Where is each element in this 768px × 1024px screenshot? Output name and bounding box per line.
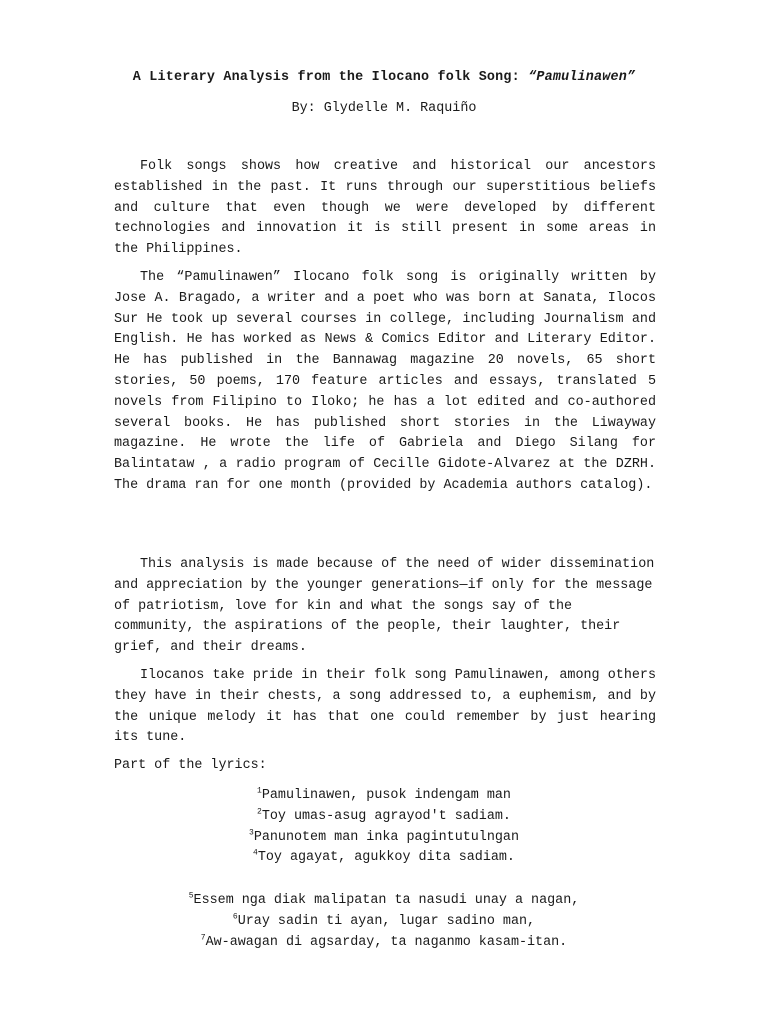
lyric-line [0,786,768,807]
line-number: 1 [257,786,262,796]
lyric-line [0,848,768,869]
lyric-text: Pamulinawen, pusok indengam man [261,788,511,803]
line-number: 2 [257,807,262,817]
title-main: A Literary Analysis from the Ilocano folk Song: [132,70,529,85]
line-number: 5 [188,891,194,901]
lyric-text: Uray sadin ti ayan, lugar sadino man, [237,913,536,929]
line-number: 3 [249,828,254,838]
line-number: 6 [232,912,238,922]
line-number: 7 [200,933,206,943]
lyric-line [0,912,768,933]
lyric-line [0,807,768,828]
lyric-text: Essem nga diak malipatan ta nasudi unay a nagan, [193,893,580,908]
paragraph-author-bio: The “Pamulinawen” Ilocano folk song is originally written by Jose A. Bragado, a writer and a poet who was born at Sanata, Ilocos Sur He took up several courses in college, including Journalism and English. He has worked as News & Comics Editor and Literary Editor. He has published in the Bannawag magazine 20 novels, 65 short stories, 50 poems, 170 feature articles and essays, translated 5 novels from Filipino to Iloko; he has a lot edited and co-authored several books. He has published short stories in the Liwayway magazine. He wrote the life of Gabriela and Diego Silang for Balintataw , a radio program of Cecille Gidote-Alvarez at the DZRH. The drama ran for one month (provided by Academia authors catalog). [114,270,656,493]
lyric-line [0,933,768,954]
lyrics-intro: Part of the lyrics: [114,758,267,773]
title-song-name: “Pamulinawen” [528,70,636,85]
lyric-line [0,828,768,849]
line-number: 4 [253,848,258,858]
lyric-text: Toy umas-asug agrayod't sadiam. [261,808,511,824]
paragraph-purpose: This analysis is made because of the need of wider dissemination and appreciation by the younger generations—if only for the message of patriotism, love for kin and what the songs say of the community, the aspirations of the people, their laughter, their grief, and their dreams. [114,557,655,656]
lyric-text: Toy agayat, agukkoy dita sadiam. [257,850,515,866]
document-title [0,70,768,85]
paragraph-pride: Ilocanos take pride in their folk song Pamulinawen, among others they have in their chests, a song addressed to, a euphemism, and by the unique melody it has that one could remember by just hearing its tune. [114,668,656,746]
lyric-text: Aw-awagan di agsarday, ta naganmo kasam-itan. [205,934,568,950]
lyrics-stanza-2 [0,891,768,953]
lyric-text: Panunotem man inka pagintutulngan [253,829,519,845]
paragraph-intro: Folk songs shows how creative and historical our ancestors established in the past. It runs through our superstitious beliefs and culture that even though we were developed by different technologies and innovation it is still present in some areas in the Philippines. [114,159,656,258]
author-byline: By: Glydelle M. Raquiño [291,101,477,116]
lyric-line [0,891,768,912]
lyrics-stanza-1 [0,786,768,869]
